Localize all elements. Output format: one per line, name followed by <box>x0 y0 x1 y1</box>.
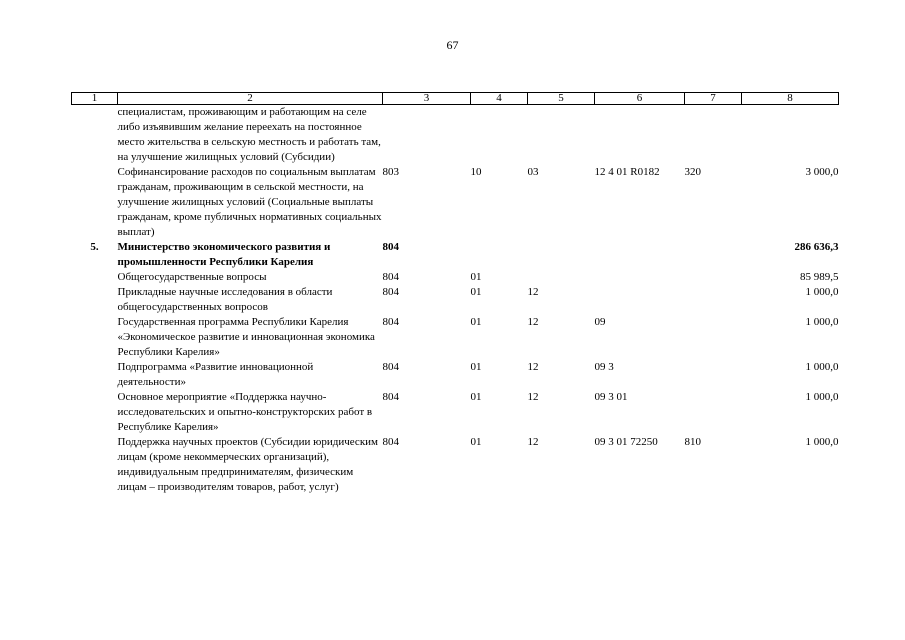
row-number <box>72 105 118 166</box>
row-expense-type <box>685 105 742 166</box>
row-name: Государственная программа Республики Карелия «Экономическое развитие и инновационная экономика Республики Карелия» <box>117 316 375 358</box>
row-subsection-code <box>528 105 595 166</box>
table-body <box>72 105 839 496</box>
row-name: Прикладные научные исследования в области общегосударственных вопросов <box>117 286 333 313</box>
row-expense-type <box>685 270 742 285</box>
row-expense-type <box>685 285 742 315</box>
table-row <box>72 315 839 360</box>
page-number: 67 <box>446 38 459 52</box>
table-row <box>72 390 839 435</box>
column-header: 1 <box>72 93 118 105</box>
row-section-code: 01 <box>470 286 482 298</box>
row-number: 5. <box>90 241 99 253</box>
row-name: Общегосударственные вопросы <box>117 271 267 283</box>
row-expense-type <box>685 390 742 435</box>
header-row <box>72 93 839 105</box>
column-header: 8 <box>742 93 839 105</box>
row-amount: 1 000,0 <box>805 436 839 448</box>
row-ministry-code: 804 <box>382 436 399 448</box>
row-name: Поддержка научных проектов (Субсидии юридическим лицам (кроме некоммерческих организаций), индивидуальным предпринимателям, физическим лицам – производителям товаров, работ, услуг) <box>117 436 379 493</box>
row-target-code <box>595 285 685 315</box>
row-target-code: 09 3 01 72250 <box>594 436 658 448</box>
row-ministry-code: 804 <box>382 271 399 283</box>
row-expense-type <box>685 360 742 390</box>
row-name: Основное мероприятие «Поддержка научно-исследовательских и опытно-конструкторских работ в Республике Карелия» <box>117 391 373 433</box>
row-number <box>72 390 118 435</box>
row-number <box>72 285 118 315</box>
row-section-code: 01 <box>470 271 482 283</box>
row-amount: 1 000,0 <box>805 316 839 328</box>
row-expense-type <box>685 315 742 360</box>
row-amount: 3 000,0 <box>805 166 839 178</box>
row-amount: 1 000,0 <box>805 361 839 373</box>
row-ministry-code: 804 <box>382 361 399 373</box>
row-amount: 286 636,3 <box>794 241 839 253</box>
row-ministry-code: 804 <box>382 391 399 403</box>
column-header: 2 <box>118 93 383 105</box>
row-target-code <box>595 270 685 285</box>
row-section-code <box>471 240 528 270</box>
row-ministry-code: 804 <box>382 286 399 298</box>
row-number <box>72 165 118 240</box>
row-subsection-code: 12 <box>527 436 539 448</box>
row-ministry-code: 804 <box>382 241 399 253</box>
row-section-code: 01 <box>470 316 482 328</box>
row-name: Подпрограмма «Развитие инновационной деятельности» <box>117 361 314 388</box>
row-subsection-code <box>528 270 595 285</box>
row-name: Софинансирование расходов по социальным выплатам гражданам, проживающим в сельской местности, на улучшение жилищных условий (Социальные выплаты гражданам, кроме публичных нормативных социальных выплат) <box>117 166 382 238</box>
row-section-code: 01 <box>470 436 482 448</box>
table-row <box>72 360 839 390</box>
table-row <box>72 240 839 270</box>
row-amount: 1 000,0 <box>805 286 839 298</box>
row-ministry-code: 804 <box>382 316 399 328</box>
row-expense-type: 810 <box>684 436 701 448</box>
column-header: 6 <box>595 93 685 105</box>
row-target-code: 12 4 01 R0182 <box>594 166 660 178</box>
row-name: Министерство экономического развития и промышленности Республики Карелия <box>117 241 331 268</box>
row-target-code: 09 <box>594 316 606 328</box>
row-expense-type: 320 <box>684 166 701 178</box>
row-subsection-code: 12 <box>527 286 539 298</box>
table-row <box>72 285 839 315</box>
row-subsection-code: 12 <box>527 316 539 328</box>
row-section-code: 01 <box>470 361 482 373</box>
column-header: 4 <box>471 93 528 105</box>
row-subsection-code: 12 <box>527 361 539 373</box>
row-target-code <box>595 240 685 270</box>
row-number <box>72 435 118 495</box>
row-subsection-code: 03 <box>527 166 539 178</box>
row-target-code <box>595 105 685 166</box>
row-subsection-code <box>528 240 595 270</box>
row-target-code: 09 3 01 <box>594 391 628 403</box>
column-header: 3 <box>383 93 471 105</box>
table-row <box>72 435 839 495</box>
column-header: 7 <box>685 93 742 105</box>
table-row <box>72 165 839 240</box>
row-subsection-code: 12 <box>527 391 539 403</box>
budget-table <box>71 92 839 495</box>
row-expense-type <box>685 240 742 270</box>
row-number <box>72 315 118 360</box>
row-number <box>72 360 118 390</box>
row-number <box>72 270 118 285</box>
row-ministry-code: 803 <box>382 166 399 178</box>
table-row <box>72 270 839 285</box>
row-section-code: 01 <box>470 391 482 403</box>
row-name: специалистам, проживающим и работающим на селе либо изъявившим желание переехать на постоянное место жительства в сельскую местность и работать там, на улучшение жилищных условий (Субсидии) <box>117 106 381 163</box>
row-amount: 85 989,5 <box>800 271 839 283</box>
table-row <box>72 105 839 166</box>
column-header: 5 <box>528 93 595 105</box>
row-target-code: 09 3 <box>594 361 614 373</box>
row-section-code: 10 <box>470 166 482 178</box>
row-amount <box>742 105 839 166</box>
row-ministry-code <box>383 105 471 166</box>
row-section-code <box>471 105 528 166</box>
row-amount: 1 000,0 <box>805 391 839 403</box>
